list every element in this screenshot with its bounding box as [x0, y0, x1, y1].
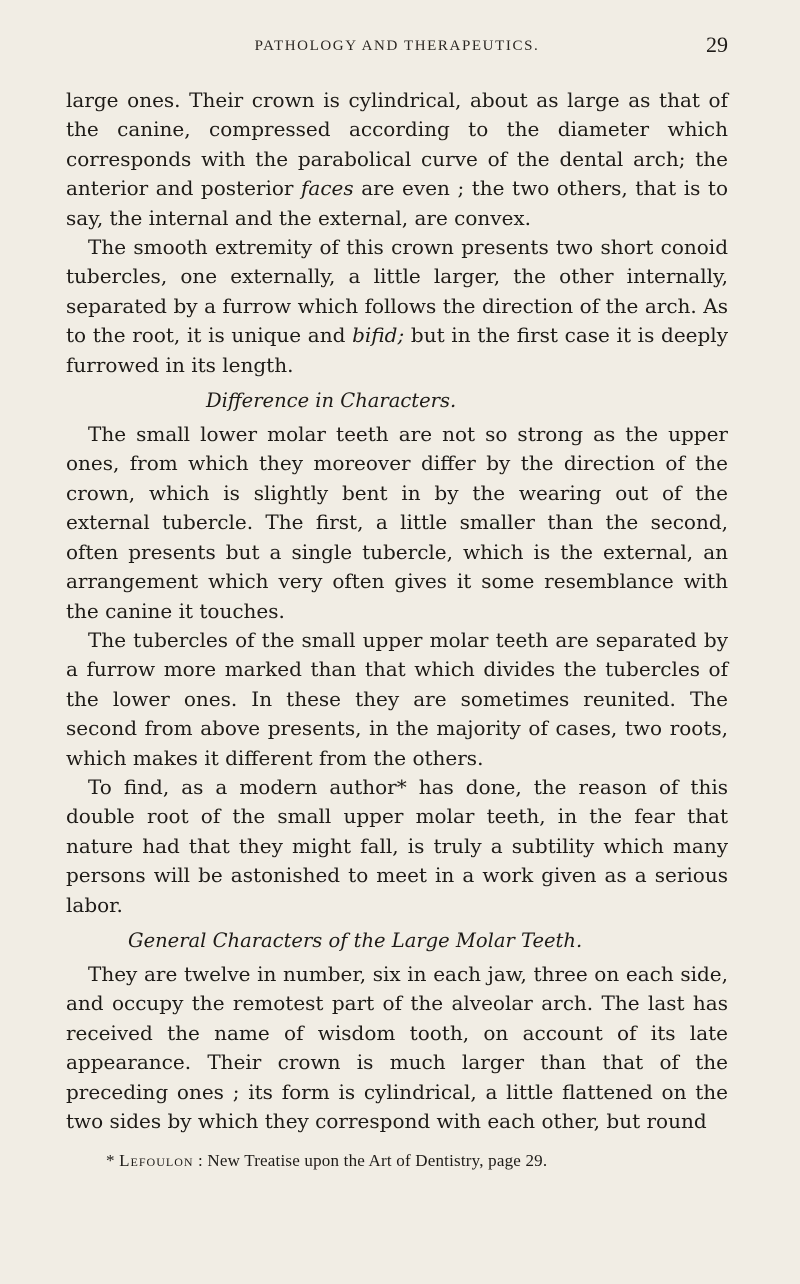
book-page — [66, 32, 728, 1172]
section-heading-difference: Difference in Characters. — [206, 389, 457, 413]
running-head — [66, 32, 728, 64]
italic-term-faces: faces — [301, 176, 354, 201]
footnote-text: : New Treatise upon the Art of Dentistry, page 29. — [193, 1151, 548, 1171]
section-heading-large-molars: General Characters of the Large Molar Teeth. — [128, 928, 583, 952]
body-text — [66, 86, 728, 1136]
paragraph-tubercles: The smooth extremity of this crown presents two short conoid tubercles, one externally, a little larger, the other internally, separated by a furrow which follows the direction of the arch. As to the root, it is unique and bifid; but in the first case it is deeply furrowed in its length. — [66, 235, 728, 377]
footnote — [66, 1150, 728, 1172]
footnote-author: Lefoulon — [119, 1151, 194, 1171]
paragraph-crown-description: large ones. Their crown is cylindrical, about as large as that of the canine, compressed according to the diameter which corresponds with the parabolical curve of the dental arch; the anterior and posterior faces are even ; the two others, that is to say, the internal and the external, are convex. — [66, 88, 728, 230]
page-number: 29 — [706, 32, 728, 57]
paragraph-small-lower-molars: The small lower molar teeth are not so strong as the upper ones, from which they moreover differ by the direction of the crown, which is slightly bent in by the wearing out of the external tubercle. The first, a little smaller than the second, often presents but a single tubercle, which is the external, an arrangement which very often gives it some resemblance with the canine it touches. — [66, 422, 728, 623]
italic-term-bifid: bifid; — [352, 323, 405, 348]
paragraph-double-root: To find, as a modern author* has done, the reason of this double root of the small upper molar teeth, in the fear that nature had that they might fall, is truly a subtility which many persons will be astonished to meet in a work given as a serious labor. — [66, 774, 728, 917]
running-head-title: PATHOLOGY AND THERAPEUTICS. — [254, 38, 540, 54]
footnote-marker: * — [106, 1151, 120, 1171]
paragraph-large-molars: They are twelve in number, six in each jaw, three on each side, and occupy the remotest part of the alveolar arch. The last has received the name of wisdom tooth, on account of its late appearance. Their crown is much larger than that of the preceding ones ; its form is cylindrical, a little flattened on the two sides by which they correspond with each other, but round — [66, 961, 728, 1133]
paragraph-small-upper-molars: The tubercles of the small upper molar teeth are separated by a furrow more marked than that which divides the tubercles of the lower ones. In these they are sometimes reunited. The second from above presents, in the majority of cases, two roots, which makes it different from the others. — [66, 627, 728, 770]
